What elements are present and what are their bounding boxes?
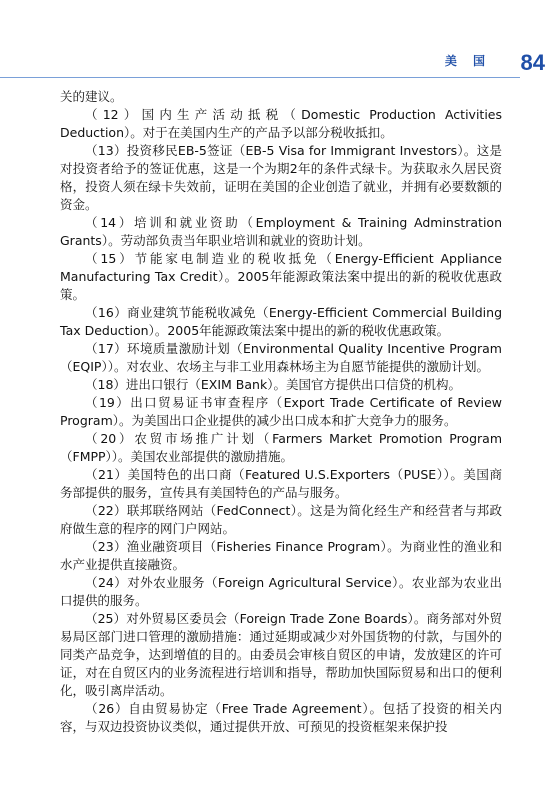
paragraph-item-21: （21）美国特色的出口商（Featured U.S.Exporters（PUSE））。美国商务部提供的服务，宣传具有美国特色的产品与服务。 (60, 467, 502, 500)
body-text (60, 88, 502, 736)
paragraph-item-20: （20）农贸市场推广计划（Farmers Market Promotion Program（FMPP））。美国农业部提供的激励措施。 (60, 431, 502, 464)
paragraph-item-13: （13）投资移民EB-5签证（EB-5 Visa for Immigrant Investors）。这是对投资者给予的签证优惠，这是一个为期2年的条件式绿卡。为获取永久居民资格，投资人须在绿卡失效前，证明在美国的企业创造了就业，并拥有必要数额的资金。 (60, 143, 502, 212)
paragraph-item-24: （24）对外农业服务（Foreign Agricultural Service）。农业部为农业出口提供的服务。 (60, 575, 502, 608)
paragraph-item-12: （12）国内生产活动抵税（Domestic Production Activities Deduction）。对于在美国内生产的产品予以部分税收抵扣。 (60, 107, 502, 140)
paragraph-item-14: （14）培训和就业资助（Employment & Training Adminstration Grants）。劳动部负责当年职业培训和就业的资助计划。 (60, 215, 502, 248)
paragraph-item-22: （22）联邦联络网站（FedConnect）。这是为简化经生产和经营者与邦政府做生意的程序的网门户网站。 (60, 503, 502, 536)
page-number: 84 (520, 50, 545, 75)
paragraph-item-25: （25）对外贸易区委员会（Foreign Trade Zone Boards）。商务部对外贸易局区部门进口管理的激励措施：通过延期或减少对外国货物的付款，与国外的同类产品竞争，达到增值的目的。由委员会审核自贸区的申请，发放建区的许可证，对在自贸区内的业务流程进行培训和指导，帮助加快国际贸易和出口的便利化，吸引离岸活动。 (60, 611, 502, 698)
paragraph-item-15: （15）节能家电制造业的税收抵免（Energy-Efficient Appliance Manufacturing Tax Credit）。2005年能源政策法案中提出的新的税收优惠政策。 (60, 251, 502, 302)
running-head-country: 美 国 (444, 54, 491, 68)
paragraph-item-17: （17）环境质量激励计划（Environmental Quality Incentive Program（EQIP））。对农业、农场主与非工业用森林场主为自愿节能提供的激励计划。 (60, 341, 502, 374)
page-header (0, 44, 559, 88)
paragraph-item-18: （18）进出口银行（EXIM Bank）。美国官方提供出口信贷的机构。 (85, 377, 461, 392)
header-rule (0, 77, 520, 78)
paragraph-continuation: 关的建议。 (60, 89, 123, 104)
paragraph-item-16: （16）商业建筑节能税收减免（Energy-Efficient Commercial Building Tax Deduction）。2005年能源政策法案中提出的新的税收优惠政策。 (60, 305, 502, 338)
paragraph-item-26: （26）自由贸易协定（Free Trade Agreement）。包括了投资的相关内容，与双边投资协议类似，通过提供开放、可预见的投资框架来保护投 (60, 701, 502, 734)
paragraph-item-19: （19）出口贸易证书审查程序（Export Trade Certificate of Review Program）。为美国出口企业提供的减少出口成本和扩大竞争力的服务。 (60, 395, 502, 428)
paragraph-item-23: （23）渔业融资项目（Fisheries Finance Program）。为商业性的渔业和水产业提供直接融资。 (60, 539, 502, 572)
